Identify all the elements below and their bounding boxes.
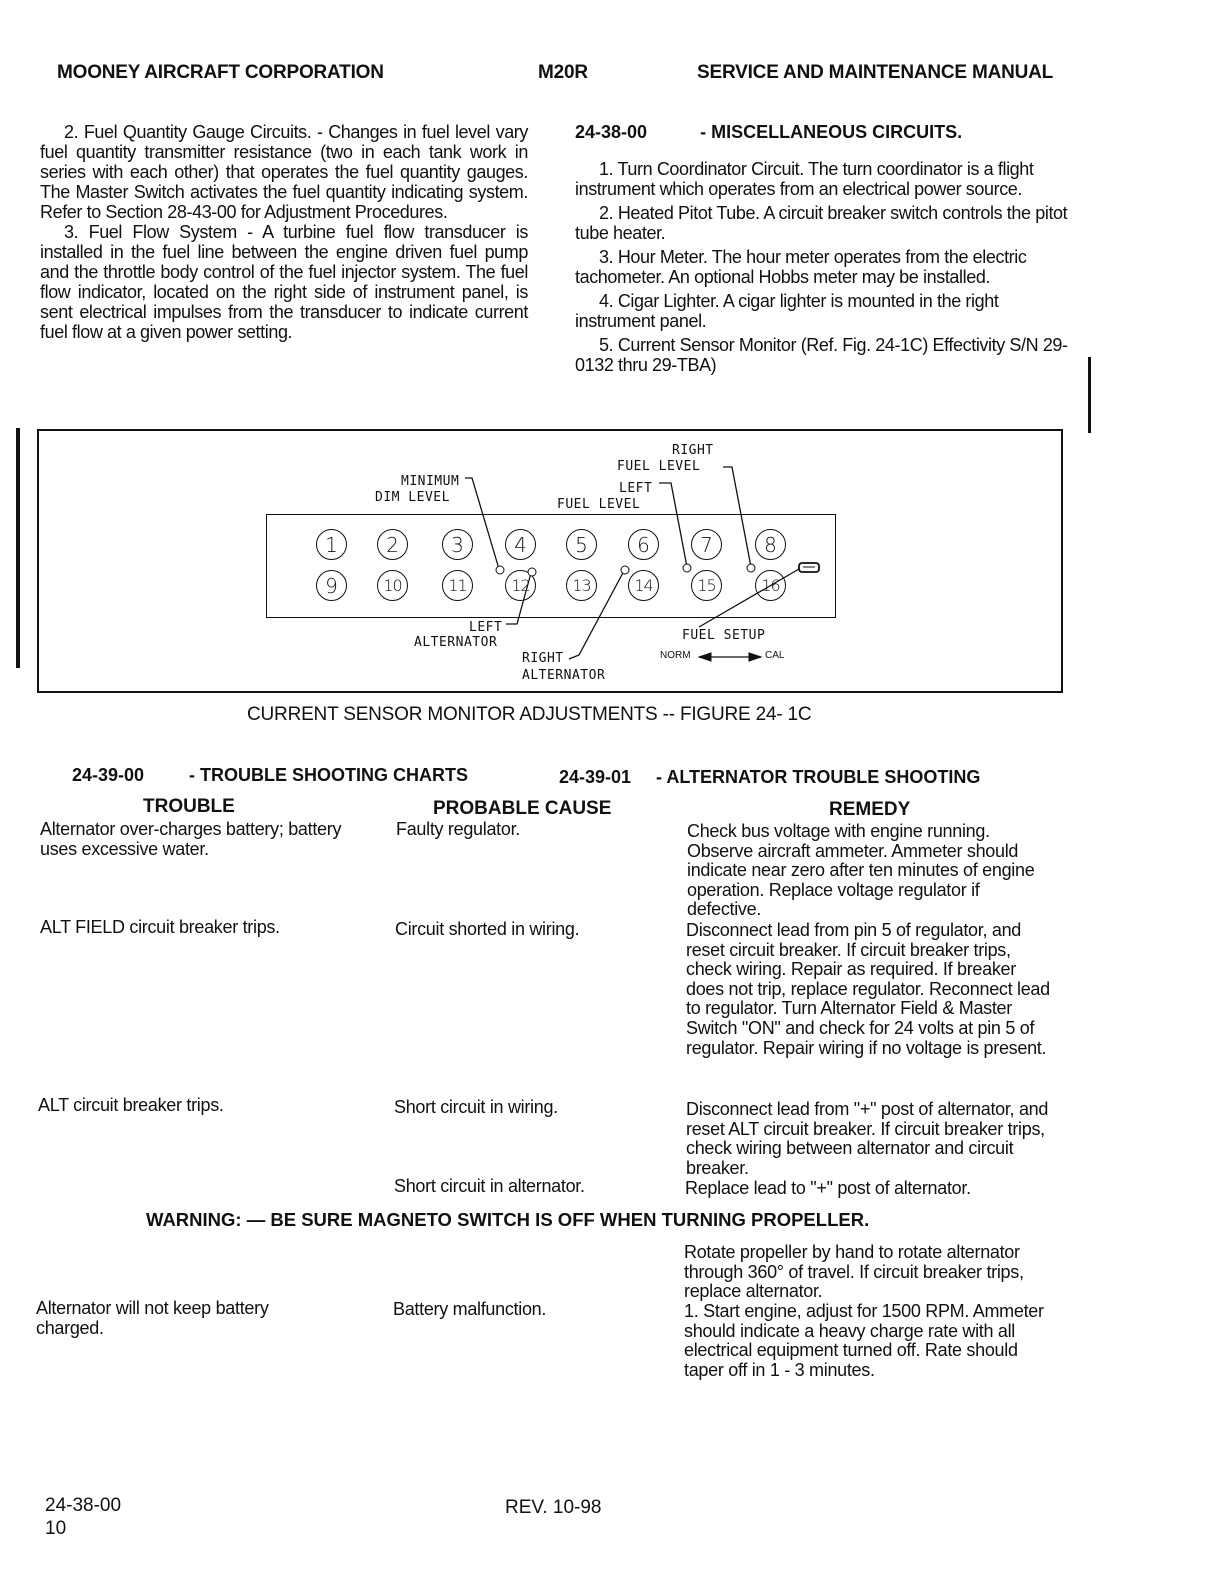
fuel-quantity-paragraph: 2. Fuel Quantity Gauge Circuits. - Changes in fuel level vary fuel quantity transmitter resistance (two in each tank work in series with each other) that operates the fuel quantity gauges. The Master Switch activates the fuel quantity indicating system. Refer to Section 28-43-00 for Adjustment Procedures. — [40, 122, 528, 222]
adjuster-1: 1 — [316, 529, 347, 560]
leader-min-dim — [465, 478, 499, 569]
remedy-cell: Disconnect lead from pin 5 of regulator, and reset circuit breaker. If circuit breaker trips, check wiring. Repair as required. If breaker does not trip, replace regulator. Reconnect lead to regulator. Turn Alternator Field & Master Switch "ON" and check for 24 volts at pin 5 of regulator. Repair wiring if no voltage is present. — [686, 920, 1050, 1058]
cause-cell: Battery malfunction. — [393, 1299, 547, 1319]
arrow-left-head — [699, 653, 711, 661]
label-min-dim-1: MINIMUM — [401, 474, 460, 489]
adjuster-9: 9 — [316, 570, 347, 601]
section-number: 24-38-00 — [575, 122, 648, 142]
remedy-cell: Check bus voltage with engine running. Observe aircraft ammeter. Ammeter should indicate near zero after ten minutes of engine operation. Replace voltage regulator if defective. — [687, 821, 1035, 920]
footer-revision: REV. 10-98 — [505, 1497, 602, 1518]
adjuster-16: 16 — [755, 570, 786, 601]
label-right-fuel-1: RIGHT — [672, 443, 714, 458]
led-indicator — [496, 566, 504, 574]
remedy-cell: Disconnect lead from "+" post of alternator, and reset ALT circuit breaker. If circuit breaker trips, check wiring between alternator and circuit breaker. — [686, 1099, 1049, 1178]
cause-cell: Circuit shorted in wiring. — [395, 919, 580, 939]
cause-cell: Faulty regulator. — [396, 819, 520, 839]
cause-cell: Short circuit in alternator. — [394, 1176, 585, 1196]
header-model: M20R — [538, 62, 588, 83]
adjuster-15: 15 — [691, 570, 722, 601]
led-indicator — [683, 564, 691, 572]
footer-section: 24-38-00 — [45, 1495, 122, 1516]
leader-fuel-setup — [699, 569, 799, 627]
figure-caption: CURRENT SENSOR MONITOR ADJUSTMENTS -- FIGURE 24- 1C — [247, 704, 812, 725]
right-column — [575, 122, 1070, 375]
list-item: 4. Cigar Lighter. A cigar lighter is mounted in the right instrument panel. — [575, 291, 999, 331]
adjuster-11: 11 — [442, 570, 473, 601]
remedy-cell: Rotate propeller by hand to rotate alternator through 360° of travel. If circuit breaker trips, replace alternator. — [684, 1242, 1024, 1302]
adjuster-14: 14 — [628, 570, 659, 601]
alt-troubleshooting-title: - ALTERNATOR TROUBLE SHOOTING — [656, 767, 981, 787]
adjuster-10: 10 — [377, 570, 408, 601]
warning-text: WARNING: — BE SURE MAGNETO SWITCH IS OFF WHEN TURNING PROPELLER. — [146, 1209, 870, 1230]
trouble-cell: Alternator over-charges battery; battery uses excessive water. — [40, 819, 342, 859]
trouble-cell: Alternator will not keep battery charged. — [36, 1298, 269, 1338]
figure-frame — [37, 429, 1063, 693]
section-title: - MISCELLANEOUS CIRCUITS. — [700, 122, 963, 142]
adjuster-5: 5 — [566, 529, 597, 560]
label-right-fuel-2: FUEL LEVEL — [617, 459, 701, 474]
adjuster-6: 6 — [628, 529, 659, 560]
left-column — [40, 122, 528, 342]
footer-page-number: 10 — [45, 1518, 67, 1539]
change-bar — [16, 428, 20, 668]
leader-right-alt — [569, 569, 625, 659]
led-indicator — [621, 566, 629, 574]
leader-left-alt — [506, 573, 531, 624]
remedy-cell: Replace lead to "+" post of alternator. — [685, 1178, 971, 1198]
label-min-dim-2: DIM LEVEL — [375, 490, 450, 505]
leader-right-fuel — [723, 467, 751, 567]
adjuster-7: 7 — [691, 529, 722, 560]
alt-troubleshooting-number: 24-39-01 — [559, 767, 632, 787]
led-indicator — [528, 568, 536, 576]
remedy-cell: 1. Start engine, adjust for 1500 RPM. Ammeter should indicate a heavy charge rate with all electrical equipment turned off. Rate should taper off in 1 - 3 minutes. — [684, 1301, 1044, 1380]
list-item: 5. Current Sensor Monitor (Ref. Fig. 24-1C) Effectivity S/N 29-0132 thru 29-TBA) — [575, 335, 1068, 375]
leader-left-fuel — [659, 483, 687, 567]
column-header-trouble: TROUBLE — [143, 796, 235, 817]
label-left-fuel-2: FUEL LEVEL — [557, 497, 641, 512]
adjuster-3: 3 — [442, 529, 473, 560]
column-header-cause: PROBABLE CAUSE — [433, 798, 612, 819]
misc-circuits-heading — [575, 122, 1070, 143]
arrow-right-head — [749, 653, 761, 661]
label-cal: CAL — [765, 650, 785, 661]
column-header-remedy: REMEDY — [829, 799, 911, 820]
list-item: 1. Turn Coordinator Circuit. The turn coordinator is a flight instrument which operates from an electrical power source. — [575, 159, 1034, 199]
adjuster-4: 4 — [505, 529, 536, 560]
troubleshooting-number: 24-39-00 — [72, 765, 145, 785]
label-left-alt-1: LEFT — [469, 620, 503, 635]
cause-cell: Short circuit in wiring. — [394, 1097, 558, 1117]
trouble-cell: ALT FIELD circuit breaker trips. — [40, 917, 280, 937]
misc-circuits-list — [575, 159, 1070, 375]
list-item: 3. Hour Meter. The hour meter operates from the electric tachometer. An optional Hobbs meter may be installed. — [575, 247, 1027, 287]
adjuster-12: 12 — [505, 570, 536, 601]
label-norm: NORM — [660, 650, 691, 661]
header-company: MOONEY AIRCRAFT CORPORATION — [57, 62, 384, 83]
label-left-fuel-1: LEFT — [619, 481, 653, 496]
label-left-alt-2: ALTERNATOR — [414, 635, 498, 650]
label-right-alt-2: ALTERNATOR — [522, 668, 606, 683]
label-right-alt-1: RIGHT — [522, 651, 564, 666]
led-indicator — [747, 564, 755, 572]
list-item: 2. Heated Pitot Tube. A circuit breaker switch controls the pitot tube heater. — [575, 203, 1068, 243]
adjuster-13: 13 — [566, 570, 597, 601]
troubleshooting-title: - TROUBLE SHOOTING CHARTS — [189, 765, 468, 785]
adjuster-8: 8 — [755, 529, 786, 560]
label-fuel-setup: FUEL SETUP — [682, 628, 766, 643]
adjuster-2: 2 — [377, 529, 408, 560]
change-bar — [1088, 357, 1091, 433]
header-manual-title: SERVICE AND MAINTENANCE MANUAL — [697, 62, 1054, 83]
trouble-cell: ALT circuit breaker trips. — [38, 1095, 224, 1115]
fuel-flow-paragraph: 3. Fuel Flow System - A turbine fuel flow transducer is installed in the fuel line between the engine driven fuel pump and the throttle body control of the fuel injector system. The fuel flow indicator, located on the right side of instrument panel, is sent electrical impulses from the transducer to indicate current fuel flow at a given power setting. — [40, 222, 528, 342]
